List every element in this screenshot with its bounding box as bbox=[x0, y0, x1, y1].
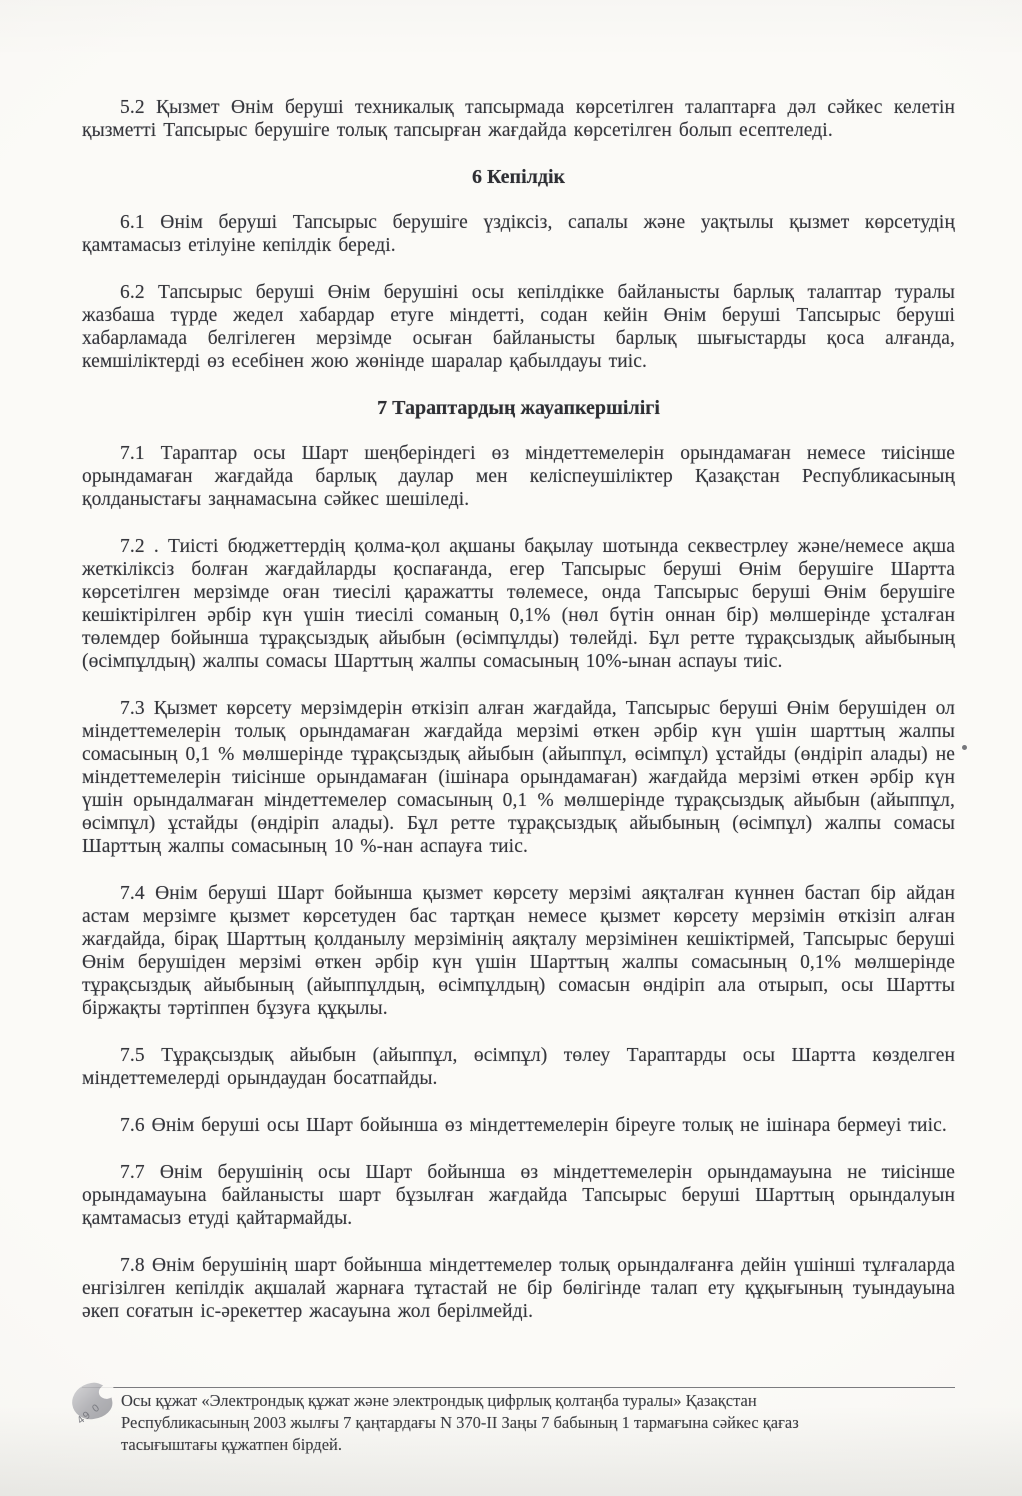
clause-7-5: 7.5 Тұрақсыздық айыбын (айыппұл, өсімпұл) төлеу Тараптарды осы Шартта көзделген міндеттемелерді орындаудан босатпайды. bbox=[82, 1045, 955, 1089]
clause-7-1: 7.1 Тараптар осы Шарт шеңберіндегі өз міндеттемелерін орындамаған немесе тиісінше орындамаған жағдайда барлық даулар мен келіспеушіліктер Қазақстан Республикасының қолданыстағы заңнамасына сәйкес шешіледі. bbox=[82, 443, 955, 510]
clause-6-2: 6.2 Тапсырыс беруші Өнім берушіні осы кепілдікке байланысты барлық талаптар туралы жазбаша түрде жедел хабардар етуге міндетті, содан кейін Өнім беруші Тапсырыс беруші хабарламада белгілеген мерзімде осыған байланысты барлық шығыстарды қоса алғанда, кемшіліктерді өз есебінен жою жөнінде шаралар қабылдауы тиіс. bbox=[82, 282, 955, 372]
ink-speck bbox=[962, 745, 967, 750]
section-6-heading: 6 Кепілдік bbox=[471, 166, 566, 188]
section-7-heading: 7 Тараптардың жауапкершілігі bbox=[377, 397, 660, 419]
clause-7-7: 7.7 Өнім берушінің осы Шарт бойынша өз міндеттемелерін орындамауына не тиісінше орындамауына байланысты шарт бұзылған жағдайда Тапсырыс беруші Шарттың орындалуын қамтамасыз етуді қайтармайды. bbox=[82, 1162, 955, 1229]
footer-divider bbox=[82, 1387, 955, 1388]
clause-7-2: 7.2 . Тиісті бюджеттердің қолма-қол ақшаны бақылау шотында секвестрлеу және/немесе ақша жеткіліксіз болған жағдайларды қоспағанда, егер Тапсырыс беруші Өнім берушіге Шартта көрсетілген мерзімде оған тиесілі қаражатты төлемесе, онда Тапсырыс беруші Өнім берушіге кешіктірілген әрбір күн үшін тиесілі соманың 0,1% (нөл бүтін оннан бір) мөлшерінде ұсталған төлемдер бойынша тұрақсыздық айыбын (өсімпұлды) төлейді. Бұл ретте тұрақсыздық айыбының (өсімпұлдың) жалпы сомасы Шарттың жалпы сомасының 10%-ынан аспауы тиіс. bbox=[82, 536, 955, 672]
seal-digits: 49 0 bbox=[75, 1402, 103, 1427]
clause-7-3: 7.3 Қызмет көрсету мерзімдерін өткізіп алған жағдайда, Тапсырыс беруші Өнім берушіден ол міндеттемелерін толық орындамаған жағдайда мерзімі өткен әрбір күн үшін шарттың жалпы сомасының 0,1 % мөлшерінде тұрақсыздық айыбын (айыппұл, өсімпұл) ұстайды (өндіріп алады) не міндеттемелерін тиісінше орындамаған (ішінара орындамаған) жағдайда мерзімі өткен әрбір күн үшін орындалмаған міндеттемелер сомасының 0,1 % мөлшерінде тұрақсыздық айыбын (айыппұл, өсімпұл) ұстайды (өндіріп алады). Бұл ретте тұрақсыздық айыбының (өсімпұл) жалпы сомасы Шарттың жалпы сомасының 10 %-нан аспауға тиіс. bbox=[82, 698, 955, 857]
footer-legal-note: Осы құжат «Электрондық құжат және электрондық цифрлық қолтаңба туралы» Қазақстан Республикасының 2003 жылғы 7 қаңтардағы N 370-II Заңы 7 бабының 1 тармағына сәйкес қағаз тасығыштағы құжатпен бірдей. bbox=[121, 1391, 799, 1454]
clause-7-6: 7.6 Өнім беруші осы Шарт бойынша өз міндеттемелерін біреуге толық не ішінара бермеуі тиіс. bbox=[120, 1115, 947, 1136]
clause-5-2: 5.2 Қызмет Өнім беруші техникалық тапсырмада көрсетілген талаптарға дәл сәйкес келетін қызметті Тапсырыс берушіге толық тапсырған жағдайда көрсетілген болып есептеледі. bbox=[82, 97, 955, 141]
clause-7-8: 7.8 Өнім берушінің шарт бойынша міндеттемелер толық орындалғанға дейін үшінші тұлғаларда енгізілген кепілдік ақшалай жарнаға тұтастай не бір бөлігінде талап ету құқығының туындауына әкеп соғатын іс-әрекеттер жасауына жол берілмейді. bbox=[82, 1255, 955, 1322]
document-body bbox=[82, 96, 955, 1347]
clause-7-4: 7.4 Өнім беруші Шарт бойынша қызмет көрсету мерзімі аяқталған күннен бастап бір айдан астам мерзімге қызмет көрсетуден бас тартқан немесе қызмет көрсету мерзімін өткізіп алған жағдайда, бірақ Шарттың қолданылу мерзімінің аяқталу мерзімінен кешіктірмей, Тапсырыс беруші Өнім берушіден мерзімі өткен әрбір күн үшін Шарттың жалпы сомасының 0,1% мөлшерінде тұрақсыздық айыбының (айыппұлдың, өсімпұлдың) сомасын өндіріп ала отырып, осы Шартты біржақты тәртіппен бұзуға құқылы. bbox=[82, 883, 955, 1019]
digital-signature-seal-icon bbox=[70, 1381, 116, 1431]
clause-6-1: 6.1 Өнім беруші Тапсырыс берушіге үздіксіз, сапалы және уақтылы қызмет көрсетудің қамтамасыз етілуіне кепілдік береді. bbox=[82, 212, 955, 256]
